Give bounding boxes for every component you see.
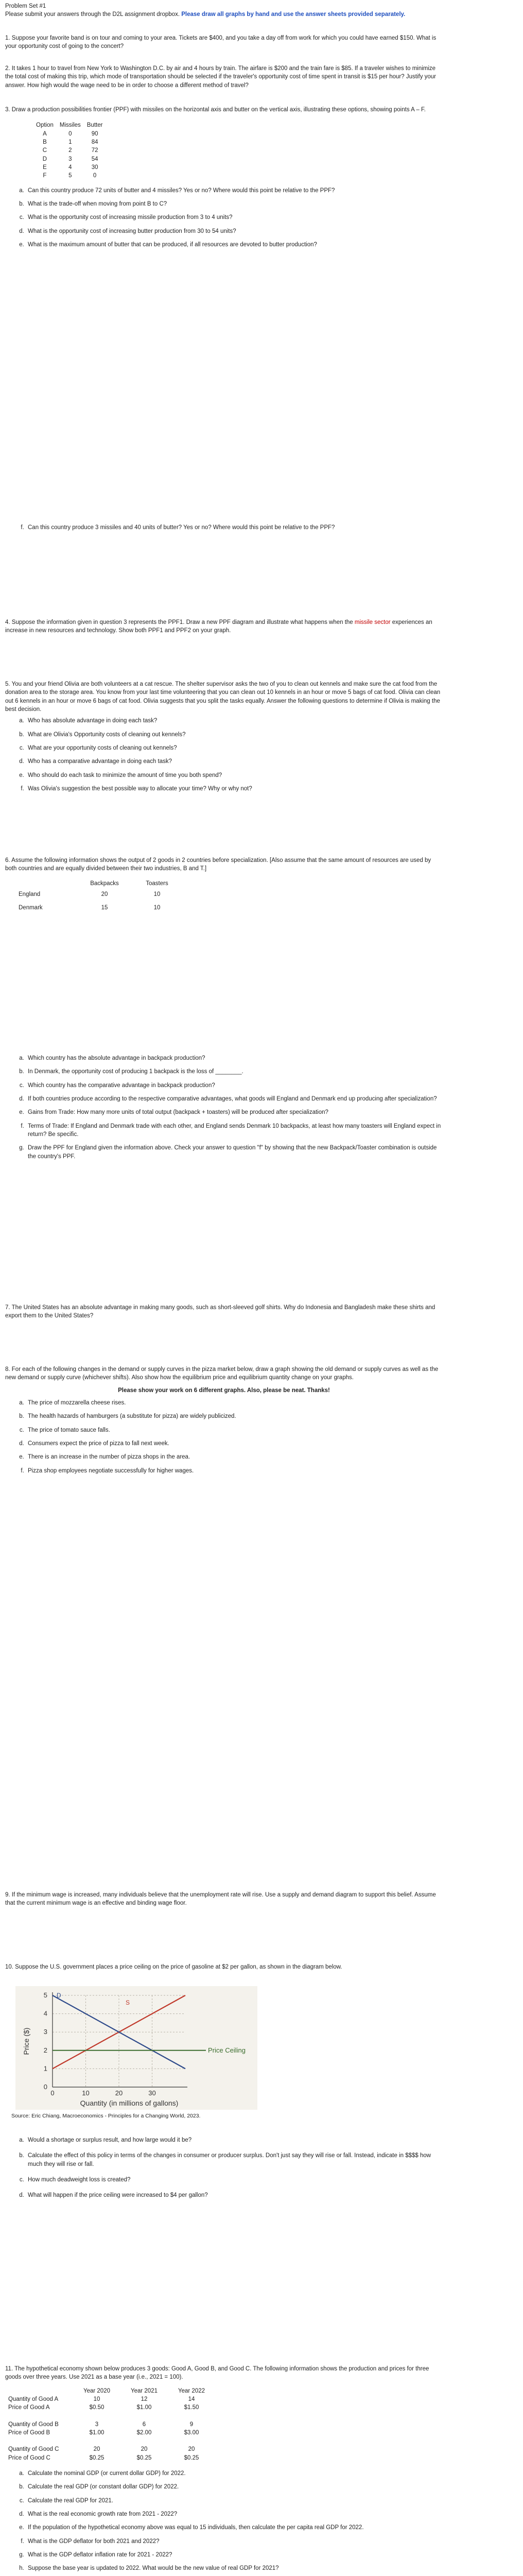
ppf-cell: 90 bbox=[91, 130, 98, 137]
ppf-cell: 5 bbox=[68, 173, 72, 179]
instructions: Please submit your answers through the D2L assignment dropbox. Please draw all graphs by hand and use the answer sheets provided separately. bbox=[5, 11, 406, 18]
list-item: a. Would a shortage or surplus result, and how large would it be? bbox=[26, 2136, 443, 2144]
list-item: c. The price of tomato sauce falls. bbox=[26, 1426, 443, 1434]
question-3-part-f bbox=[5, 520, 443, 537]
ppf-col-missiles: Missiles bbox=[59, 122, 81, 129]
table-row bbox=[5, 2454, 215, 2462]
ppf-cell: 4 bbox=[68, 164, 72, 171]
y-tick-label: 4 bbox=[43, 2009, 47, 2018]
ppf-cell: A bbox=[43, 130, 47, 137]
table-row bbox=[5, 2403, 215, 2412]
gdp-cell bbox=[168, 2437, 215, 2445]
gdp-cell: $0.50 bbox=[89, 2404, 104, 2411]
table-row bbox=[5, 2412, 215, 2420]
price-ceiling-chart bbox=[15, 1986, 257, 2110]
gdp-cell: Price of Good C bbox=[8, 2454, 50, 2461]
question-3-text: 3. Draw a production possibilities frontier (PPF) with missiles on the horizontal axis and butter on the vertical axis, illustrating these options, showing points A – F. bbox=[5, 107, 426, 113]
question-10: 10. Suppose the U.S. government places a price ceiling on the price of gasoline at $2 per gallon, as shown in the diagram below. bbox=[5, 1964, 342, 1970]
ppf-col-butter: Butter bbox=[86, 122, 103, 129]
list-item: c. Which country has the comparative advantage in backpack production? bbox=[26, 1081, 443, 1090]
gdp-col-2022: Year 2022 bbox=[178, 2387, 205, 2394]
question-4: 4. Suppose the information given in question 3 represents the PPF1. Draw a new PPF diagram and illustrate what happens when the missile sector experiences an increase in new resources and technology. Show both PPF1 and PPF2 on your graph. bbox=[5, 619, 432, 634]
question-10-parts bbox=[5, 2136, 443, 2200]
y-axis-label: Price ($) bbox=[22, 2027, 30, 2055]
list-item: h. Suppose the base year is updated to 2022. What would be the new value of real GDP for 2021? bbox=[26, 2564, 443, 2572]
gdp-cell: $3.00 bbox=[184, 2429, 199, 2436]
y-tick-label: 2 bbox=[43, 2046, 47, 2054]
list-item: c. How much deadweight loss is created? bbox=[26, 2176, 443, 2184]
list-item: c. What is the opportunity cost of increasing missile production from 3 to 4 units? bbox=[26, 213, 443, 222]
list-item: d. Consumers expect the price of pizza to fall next week. bbox=[26, 1439, 443, 1448]
gdp-cell bbox=[120, 2412, 168, 2420]
table-row bbox=[5, 2395, 215, 2403]
x-tick-label: 30 bbox=[148, 2089, 156, 2097]
gdp-cell: 14 bbox=[188, 2396, 195, 2402]
question-11-parts bbox=[5, 2469, 443, 2576]
gdp-cell: Quantity of Good B bbox=[8, 2421, 59, 2428]
question-8 bbox=[5, 1365, 443, 1480]
gdp-cell: 6 bbox=[142, 2421, 146, 2428]
trade-cell: Denmark bbox=[19, 904, 43, 911]
series-label-s: S bbox=[126, 1999, 130, 2006]
list-item: e. Who should do each task to minimize the amount of time you both spend? bbox=[26, 771, 443, 779]
ppf-cell: 84 bbox=[91, 139, 98, 145]
question-3 bbox=[5, 106, 443, 254]
ppf-cell: F bbox=[43, 173, 47, 179]
list-item: c. Calculate the real GDP for 2021. bbox=[26, 2497, 443, 2505]
list-item: b. What is the trade-off when moving from point B to C? bbox=[26, 200, 443, 208]
gdp-cell: 20 bbox=[93, 2446, 100, 2453]
chart-source: Source: Eric Chiang, Macroeconomics - Principles for a Changing World, 2023. bbox=[11, 2113, 201, 2119]
gdp-table-body bbox=[5, 2395, 215, 2462]
gdp-cell bbox=[73, 2412, 120, 2420]
ppf-cell: 3 bbox=[68, 156, 72, 162]
gdp-cell: Quantity of Good A bbox=[8, 2396, 59, 2402]
list-item: d. What is the real economic growth rate from 2021 - 2022? bbox=[26, 2510, 443, 2518]
price-ceiling-svg bbox=[15, 1986, 257, 2110]
y-tick-label: 3 bbox=[43, 2028, 47, 2036]
gdp-cell bbox=[168, 2412, 215, 2420]
y-tick-label: 5 bbox=[43, 1991, 47, 1999]
question-9: 9. If the minimum wage is increased, many individuals believe that the unemployment rate will rise. Use a supply and demand diagram to support this belief. Assume that the current minimum wage is an effective and binding wage floor. bbox=[5, 1892, 436, 1907]
gdp-cell: 20 bbox=[141, 2446, 148, 2453]
gdp-cell: $1.50 bbox=[184, 2404, 199, 2411]
ppf-cell: 0 bbox=[93, 173, 97, 179]
list-item: a. Can this country produce 72 units of butter and 4 missiles? Yes or no? Where would this point be relative to the PPF? bbox=[26, 187, 443, 195]
trade-cell: 15 bbox=[101, 904, 108, 911]
series-label-d: D bbox=[57, 1992, 61, 1999]
highlight-missile-sector: missile sector bbox=[354, 619, 391, 625]
y-tick-label: 1 bbox=[43, 2064, 47, 2073]
question-8-parts bbox=[5, 1399, 443, 1475]
table-row bbox=[5, 2445, 215, 2453]
trade-cell: England bbox=[19, 891, 41, 897]
trade-table bbox=[15, 879, 183, 914]
list-item: f. What is the GDP deflator for both 2021 and 2022? bbox=[26, 2537, 443, 2546]
list-item: d. What will happen if the price ceiling were increased to $4 per gallon? bbox=[26, 2191, 443, 2199]
list-item: a. The price of mozzarella cheese rises. bbox=[26, 1399, 443, 1407]
list-item: b. In Denmark, the opportunity cost of producing 1 backpack is the loss of ________. bbox=[26, 1067, 443, 1076]
question-5-parts bbox=[5, 717, 443, 793]
question-6-text: 6. Assume the following information shows the output of 2 goods in 2 countries before specialization. [Also assume that the same amount of resources are used by both countries and are equally divided between their two industries, B and T.] bbox=[5, 857, 431, 872]
question-6-parts bbox=[5, 1054, 443, 1161]
gdp-cell: $1.00 bbox=[136, 2404, 152, 2411]
list-item: f. Pizza shop employees negotiate successfully for higher wages. bbox=[26, 1467, 443, 1475]
gdp-cell bbox=[5, 2437, 73, 2445]
gdp-cell bbox=[73, 2437, 120, 2445]
question-10-parts-block bbox=[5, 2133, 443, 2205]
ppf-cell: C bbox=[42, 147, 47, 154]
price-ceiling-label: Price Ceiling bbox=[208, 2046, 246, 2054]
ppf-cell: E bbox=[43, 164, 47, 171]
x-tick-label: 10 bbox=[82, 2089, 90, 2097]
ppf-cell: 0 bbox=[68, 130, 72, 137]
ppf-table bbox=[33, 121, 106, 180]
gdp-cell: $0.25 bbox=[136, 2454, 152, 2461]
ppf-col-option: Option bbox=[36, 122, 54, 129]
ppf-cell: 1 bbox=[68, 139, 72, 145]
list-item: d. What is the opportunity cost of increasing butter production from 30 to 54 units? bbox=[26, 227, 443, 235]
list-item: a. Which country has the absolute advantage in backpack production? bbox=[26, 1054, 443, 1062]
list-item: d. Who has a comparative advantage in doing each task? bbox=[26, 757, 443, 766]
question-7: 7. The United States has an absolute advantage in making many goods, such as short-sleeved golf shirts. Why do Indonesia and Bangladesh make these shirts and export them to the United States? bbox=[5, 1304, 435, 1319]
ppf-cell: 54 bbox=[91, 156, 98, 162]
list-item: e. What is the maximum amount of butter that can be produced, if all resources are devoted to butter production? bbox=[26, 241, 443, 249]
table-row bbox=[5, 2429, 215, 2437]
gdp-cell: 20 bbox=[188, 2446, 195, 2453]
gdp-cell: 3 bbox=[95, 2421, 99, 2428]
list-item: e. There is an increase in the number of pizza shops in the area. bbox=[26, 1453, 443, 1461]
trade-cell: 10 bbox=[153, 904, 161, 911]
ppf-cell: D bbox=[42, 156, 47, 162]
trade-col-backpacks: Backpacks bbox=[90, 880, 119, 887]
list-item: g. Draw the PPF for England given the information above. Check your answer to question "f" by showing that the new Backpack/Toaster combination is outside the country's PPF. bbox=[26, 1144, 443, 1161]
gdp-cell: Quantity of Good C bbox=[8, 2446, 59, 2453]
question-3-parts bbox=[5, 187, 443, 249]
question-1: 1. Suppose your favorite band is on tour and coming to your area. Tickets are $400, and you take a day off from work for which you could have earned $150. What is your opportunity cost of going to the concert? bbox=[5, 35, 437, 50]
trade-cell: 20 bbox=[101, 891, 108, 897]
question-2: 2. It takes 1 hour to travel from New York to Washington D.C. by air and 4 hours by train. The airfare is $200 and the train fare is $85. If a traveler wishes to minimize the total cost of making this trip, which mode of transportation should be selected if the traveler's opportunity cost of time spent in transit is $15 per hour? Justify your answer. How high would the wage need to be in order to choose a different method of travel? bbox=[5, 65, 437, 89]
trade-col-toasters: Toasters bbox=[146, 880, 168, 887]
table-row bbox=[5, 2437, 215, 2445]
gdp-cell bbox=[120, 2437, 168, 2445]
list-item: b. Calculate the real GDP (or constant dollar GDP) for 2022. bbox=[26, 2483, 443, 2491]
question-5-text: 5. You and your friend Olivia are both volunteers at a cat rescue. The shelter supervisor asks the two of you to clean out kennels and make sure the cat food from the donation area to the storage area. You know from your last time volunteering that you can clean out 10 kennels in an hour or move 5 bags of cat food. Olivia can clean out 6 kennels in an hour or move 6 bags of cat food. Olivia suggests that you split the tasks equally. Answer the following questions to determine if Olivia is making the best decision. bbox=[5, 681, 441, 713]
gdp-cell: $0.25 bbox=[89, 2454, 104, 2461]
list-item: g. What is the GDP deflator inflation rate for 2021 - 2022? bbox=[26, 2551, 443, 2559]
table-row bbox=[5, 2420, 215, 2429]
list-item: e. Gains from Trade: How many more units of total output (backpack + toasters) will be produced after specialization? bbox=[26, 1108, 443, 1116]
list-item: b. Calculate the effect of this policy in terms of the changes in consumer or producer surplus. Don't just say they will rise or fall. Instead, indicate in $$$$ how much they will rise or fall. bbox=[26, 2151, 443, 2168]
gdp-cell: 12 bbox=[141, 2396, 148, 2402]
trade-col-blank bbox=[15, 879, 78, 888]
list-item: b. The health hazards of hamburgers (a substitute for pizza) are widely publicized. bbox=[26, 1412, 443, 1420]
ppf-cell: B bbox=[43, 139, 47, 145]
question-6 bbox=[5, 856, 443, 914]
gdp-cell: 10 bbox=[93, 2396, 100, 2402]
question-8-note: Please show your work on 6 different graphs. Also, please be neat. Thanks! bbox=[118, 1387, 330, 1394]
page-title: Problem Set #1 bbox=[5, 3, 46, 9]
instructions-emphasis: Please draw all graphs by hand and use the answer sheets provided separately. bbox=[181, 11, 406, 18]
list-item: a. Calculate the nominal GDP (or current dollar GDP) for 2022. bbox=[26, 2469, 443, 2478]
list-item: e. If the population of the hypothetical economy above was equal to 15 individuals, then calculate the per capita real GDP for 2022. bbox=[26, 2523, 443, 2532]
question-3-parts-cont bbox=[5, 523, 443, 532]
question-11 bbox=[5, 2365, 443, 2576]
gdp-cell: 9 bbox=[189, 2421, 194, 2428]
gdp-cell: $0.25 bbox=[184, 2454, 199, 2461]
gdp-cell: $1.00 bbox=[89, 2429, 104, 2436]
x-axis-label: Quantity (in millions of gallons) bbox=[80, 2099, 179, 2107]
list-item: b. What are Olivia's Opportunity costs of cleaning out kennels? bbox=[26, 731, 443, 739]
list-item: f. Can this country produce 3 missiles and 40 units of butter? Yes or no? Where would this point be relative to the PPF? bbox=[26, 523, 443, 532]
list-item: f. Was Olivia's suggestion the best possible way to allocate your time? Why or why not? bbox=[26, 785, 443, 793]
list-item: a. Who has absolute advantage in doing each task? bbox=[26, 717, 443, 725]
gdp-col-2020: Year 2020 bbox=[83, 2387, 110, 2394]
list-item: d. If both countries produce according to the respective comparative advantages, what goods will England and Denmark end up producing after specialization? bbox=[26, 1095, 443, 1103]
y-tick-label: 0 bbox=[43, 2083, 47, 2091]
x-tick-label: 20 bbox=[115, 2089, 123, 2097]
ppf-cell: 72 bbox=[91, 147, 98, 154]
gdp-cell: $2.00 bbox=[136, 2429, 152, 2436]
question-8-text: 8. For each of the following changes in the demand or supply curves in the pizza market below, draw a graph showing the old demand or supply curves as well as the new demand or supply curve (whichever shifts). Also show how the equilibrium price and equilibrium quantity change on your graphs. bbox=[5, 1366, 439, 1381]
header bbox=[5, 2, 443, 19]
trade-cell: 10 bbox=[153, 891, 161, 897]
gdp-cell: Price of Good A bbox=[8, 2404, 50, 2411]
list-item: f. Terms of Trade: If England and Denmark trade with each other, and England sends Denmark 10 backpacks, at least how many toasters will England expect in return? Be specific. bbox=[26, 1122, 443, 1139]
gdp-col-2021: Year 2021 bbox=[130, 2387, 158, 2394]
ppf-cell: 30 bbox=[91, 164, 98, 171]
list-item: c. What are your opportunity costs of cleaning out kennels? bbox=[26, 744, 443, 752]
x-tick-label: 0 bbox=[50, 2089, 55, 2097]
ppf-cell: 2 bbox=[68, 147, 72, 154]
gdp-cell bbox=[5, 2412, 73, 2420]
gdp-cell: Price of Good B bbox=[8, 2429, 50, 2436]
question-6-parts-block bbox=[5, 1051, 443, 1166]
question-5 bbox=[5, 680, 443, 798]
gdp-table bbox=[5, 2387, 215, 2462]
question-11-text: 11. The hypothetical economy shown below produces 3 goods: Good A, Good B, and Good C. The following information shows the production and prices for three goods over three years. Use 2021 as a base year (i.e., 2021 = 100). bbox=[5, 2366, 429, 2381]
gdp-col-blank bbox=[5, 2387, 73, 2395]
